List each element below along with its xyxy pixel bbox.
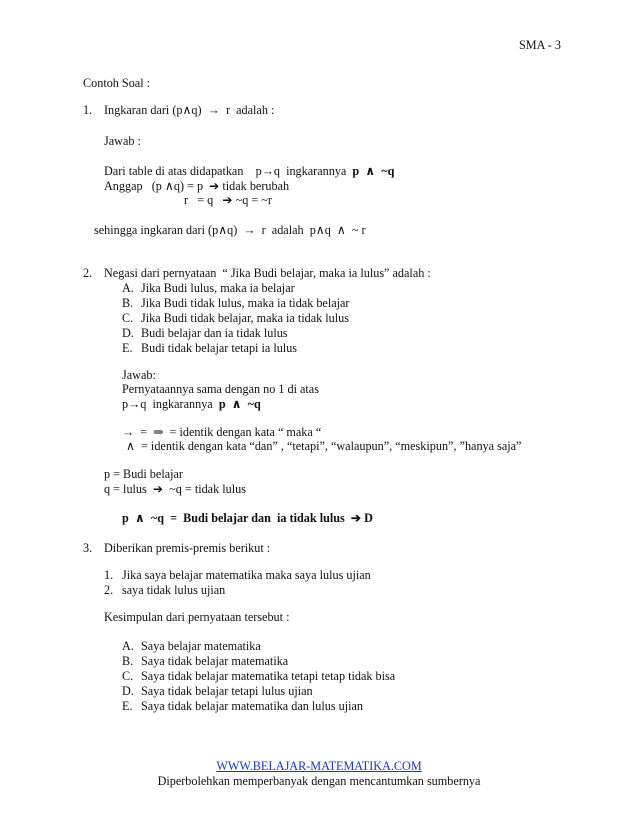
option-letter: A.: [122, 281, 134, 295]
negation-bold: p ∧ ~q: [218, 397, 261, 411]
option-letter: D.: [122, 684, 134, 698]
negation-bold: p ∧ ~q: [352, 164, 395, 178]
option-text: Budi belajar dan ia tidak lulus: [141, 326, 288, 340]
footer-link[interactable]: WWW.BELAJAR-MATEMATIKA.COM: [216, 759, 422, 773]
jawab-label: Jawab :: [104, 134, 141, 148]
question-text: Diberikan premis-premis berikut :: [104, 541, 271, 555]
option-letter: E.: [122, 699, 133, 713]
premise-text: saya tidak lulus ujian: [122, 583, 226, 597]
option-text: Jika Budi tidak belajar, maka ia tidak lulus: [141, 311, 350, 325]
premise-number: 2.: [104, 583, 114, 597]
note-implication: → = ⇒ = identik dengan kata “ maka “: [122, 425, 322, 439]
question-number: 1.: [83, 103, 93, 117]
section-title: Contoh Soal :: [83, 76, 151, 90]
question-text: Negasi dari pernyataan “ Jika Budi belajar, maka ia lulus” adalah :: [104, 266, 431, 280]
option-letter: B.: [122, 654, 134, 668]
q-definition: q = lulus ➔ ~q = tidak lulus: [104, 482, 246, 496]
answer-text: Dari table di atas didapatkan p→q ingkarannya: [104, 164, 347, 178]
option-text: Jika Budi tidak lulus, maka ia tidak belajar: [141, 296, 350, 310]
option-text: Saya tidak belajar tetapi lulus ujian: [141, 684, 313, 698]
option-text: Saya tidak belajar matematika tetapi tetap tidak bisa: [141, 669, 396, 683]
answer-line: r = q ➔ ~q = ~r: [184, 193, 272, 207]
answer-line: [122, 397, 261, 412]
footer-note: Diperbolehkan memperbanyak dengan mencantumkan sumbernya: [157, 774, 481, 788]
question-number: 2.: [83, 266, 93, 280]
answer-text: p→q ingkarannya: [122, 397, 213, 411]
final-answer: p ∧ ~q = Budi belajar dan ia tidak lulus ➔ D: [122, 511, 373, 525]
option-letter: D.: [122, 326, 134, 340]
question-number: 3.: [83, 541, 93, 555]
note-conjunction: ∧ = identik dengan kata “dan” , “tetapi”, “walaupun”, “meskipun”, ”hanya saja”: [126, 439, 522, 453]
premise-number: 1.: [104, 568, 114, 582]
jawab-label: Jawab:: [122, 368, 156, 382]
option-text: Saya belajar matematika: [141, 639, 261, 653]
premise-text: Jika saya belajar matematika maka saya lulus ujian: [122, 568, 371, 582]
answer-line: Anggap (p ∧q) = p ➔ tidak berubah: [104, 179, 290, 193]
prompt: Kesimpulan dari pernyataan tersebut :: [104, 610, 290, 624]
option-text: Saya tidak belajar matematika: [141, 654, 289, 668]
answer-line: [104, 164, 394, 179]
option-letter: B.: [122, 296, 134, 310]
answer-line: Pernyataannya sama dengan no 1 di atas: [122, 382, 319, 396]
option-letter: C.: [122, 311, 134, 325]
question-text: Ingkaran dari (p∧q) → r adalah :: [104, 103, 275, 117]
conclusion: sehingga ingkaran dari (p∧q) → r adalah p∧q ∧ ~ r: [94, 223, 366, 237]
option-text: Jika Budi lulus, maka ia belajar: [141, 281, 295, 295]
option-text: Saya tidak belajar matematika dan lulus ujian: [141, 699, 364, 713]
option-letter: E.: [122, 341, 133, 355]
p-definition: p = Budi belajar: [104, 467, 183, 481]
option-text: Budi tidak belajar tetapi ia lulus: [141, 341, 298, 355]
option-letter: C.: [122, 669, 134, 683]
option-letter: A.: [122, 639, 134, 653]
page-label: SMA - 3: [519, 38, 561, 52]
